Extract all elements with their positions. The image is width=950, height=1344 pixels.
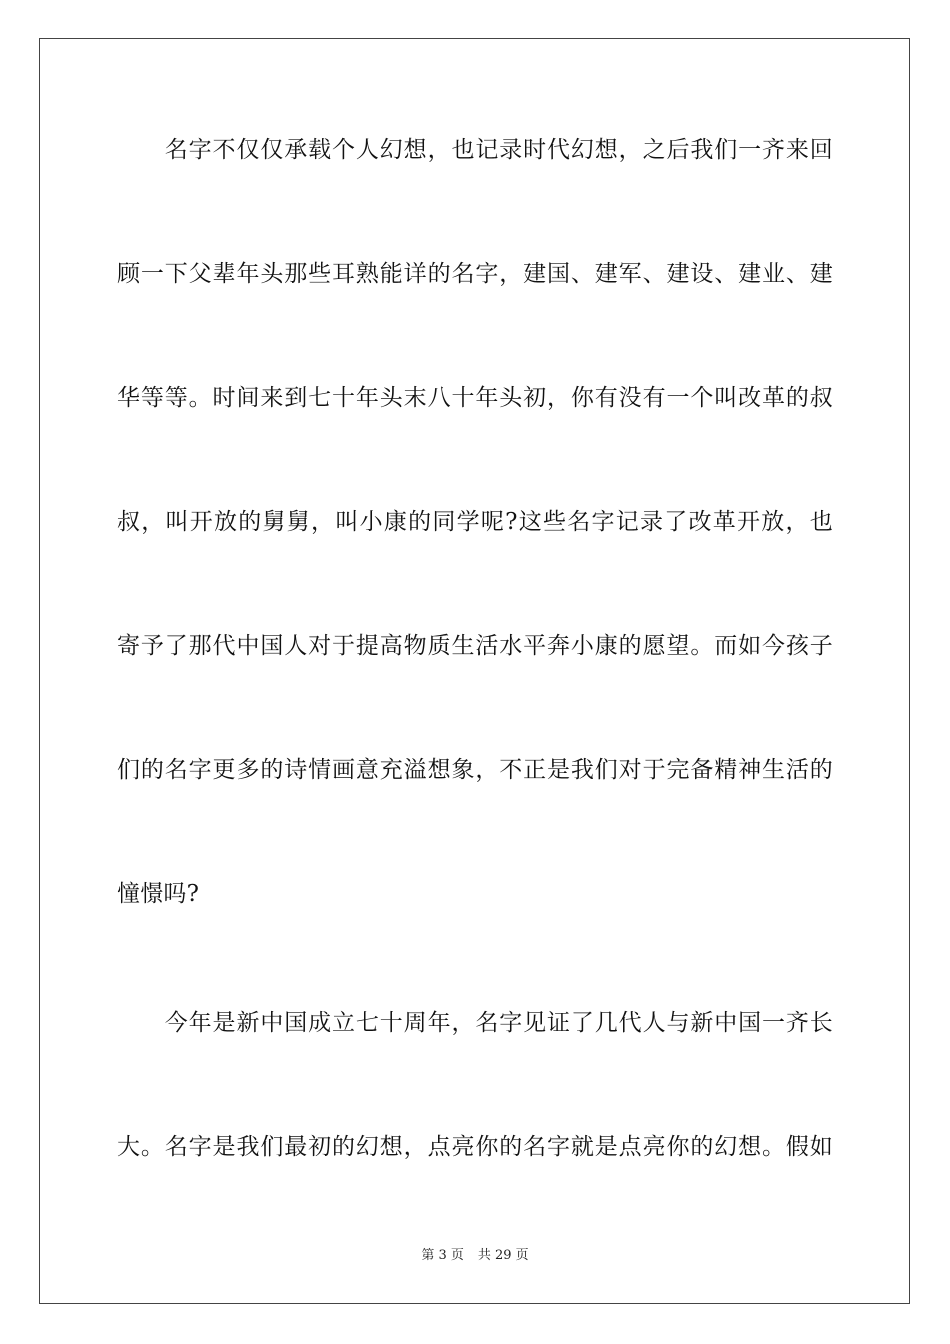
paragraph-line: 寄予了那代中国人对于提高物质生活水平奔小康的愿望。而如今孩子 bbox=[117, 633, 833, 659]
page-border bbox=[39, 38, 910, 1304]
page-number: 第 3 页 bbox=[421, 1248, 464, 1263]
paragraph-line: 大。名字是我们最初的幻想，点亮你的名字就是点亮你的幻想。假如 bbox=[117, 1134, 833, 1160]
paragraph-line: 华等等。时间来到七十年头末八十年头初，你有没有一个叫改革的叔 bbox=[117, 385, 833, 411]
paragraph-line: 名字不仅仅承载个人幻想，也记录时代幻想，之后我们一齐来回 bbox=[117, 137, 833, 163]
paragraph-line: 们的名字更多的诗情画意充溢想象，不正是我们对于完备精神生活的 bbox=[117, 757, 833, 783]
page-footer bbox=[0, 1247, 950, 1265]
paragraph-line: 憧憬吗? bbox=[117, 881, 200, 907]
paragraph-line: 今年是新中国成立七十周年，名字见证了几代人与新中国一齐长 bbox=[117, 1010, 833, 1036]
paragraph-line: 叔，叫开放的舅舅，叫小康的同学呢?这些名字记录了改革开放，也 bbox=[117, 509, 833, 535]
paragraph-line: 顾一下父辈年头那些耳熟能详的名字，建国、建军、建设、建业、建 bbox=[117, 261, 833, 287]
total-pages: 共 29 页 bbox=[477, 1248, 529, 1263]
